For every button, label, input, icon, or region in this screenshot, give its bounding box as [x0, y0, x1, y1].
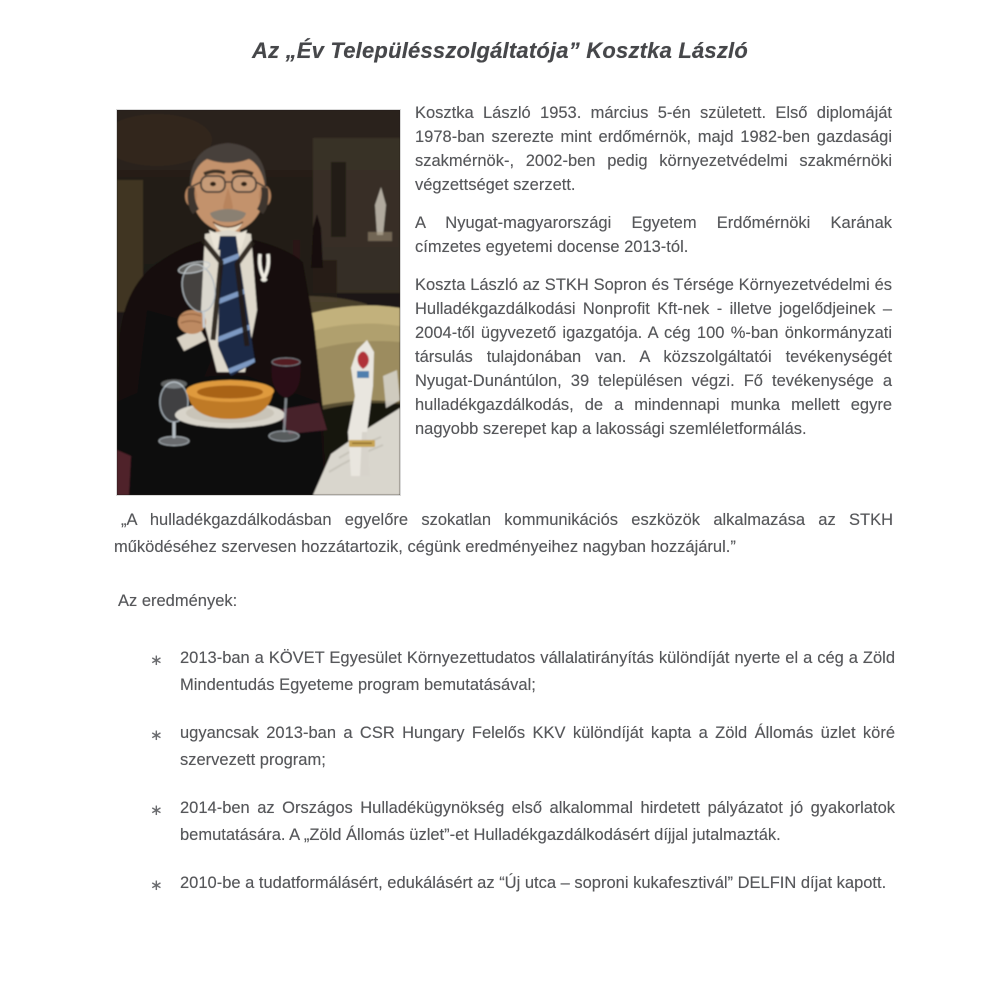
bio-paragraph-university: A Nyugat-magyarországi Egyetem Erdőmérnöki Karának címzetes egyetemi docense 2013-tól. [415, 214, 892, 256]
bullet-marker: ∗ [150, 877, 163, 894]
bio-paragraph-birth: Kosztka László 1953. március 5-én született. Első diplomáját 1978-ban szerezte mint erdőmérnök, majd 1982-ben gazdasági szakmérnök-, 2002-ben pedig környezetvédelmi szakmérnöki végzettséget szerzett. [415, 104, 892, 194]
trophy-emblem-blue [357, 371, 369, 378]
profile-photo-illustration [117, 110, 400, 495]
profile-photo [117, 110, 400, 495]
bullet-marker: ∗ [150, 802, 163, 819]
bullet-marker: ∗ [150, 652, 163, 669]
results-item-4 [150, 870, 895, 899]
bullet-marker: ∗ [150, 727, 163, 744]
results-item-text: 2014-ben az Országos Hulladékügynökség első alkalommal hirdetett pályázatot jó gyakorlatok bemutatására. A „Zöld Állomás üzlet”-et Hulladékgazdálkodásért díjjal jutalmazták. [180, 799, 895, 844]
results-item-2 [150, 720, 895, 774]
results-item-1 [150, 645, 895, 699]
results-list [150, 645, 895, 920]
bio-paragraph-company: Koszta László az STKH Sopron és Térsége Környezetvédelmi és Hulladékgazdálkodási Nonprofit Kft-nek - illetve jogelődjeinek – 2004-től ügyvezető igazgatója. A cég 100 %-ban önkormányzati társulás tulajdonában van. A közszolgáltatói tevékenységét Nyugat-Dunántúlon, 39 településen végzi. Fő tevékenysége a hulladékgazdálkodás, de a mindennapi munka mellett egyre nagyobb szerepet kap a lakossági szemléletformálás. [415, 276, 892, 438]
results-item-text: 2013-ban a KÖVET Egyesület Környezettudatos vállalatirányítás különdíját nyerte el a cég a Zöld Mindentudás Egyeteme program bemutatásával; [180, 649, 895, 694]
results-heading: Az eredmények: [118, 592, 238, 610]
results-item-3 [150, 795, 895, 849]
bio-column [415, 101, 892, 455]
quote-paragraph: „A hulladékgazdálkodásban egyelőre szokatlan kommunikációs eszközök alkalmazása az STKH működéséhez szervesen hozzátartozik, cégünk eredményeihez nagyban hozzájárul.” [114, 511, 893, 556]
results-item-text: ugyancsak 2013-ban a CSR Hungary Felelős KKV különdíját kapta a Zöld Állomás üzlet köré szervezett program; [180, 724, 895, 769]
results-item-text: 2010-be a tudatformálásért, edukálásért az “Új utca – soproni kukafesztivál” DELFIN díjat kapott. [180, 874, 887, 892]
page-title: Az „Év Településszolgáltatója” Kosztka László [252, 38, 748, 63]
